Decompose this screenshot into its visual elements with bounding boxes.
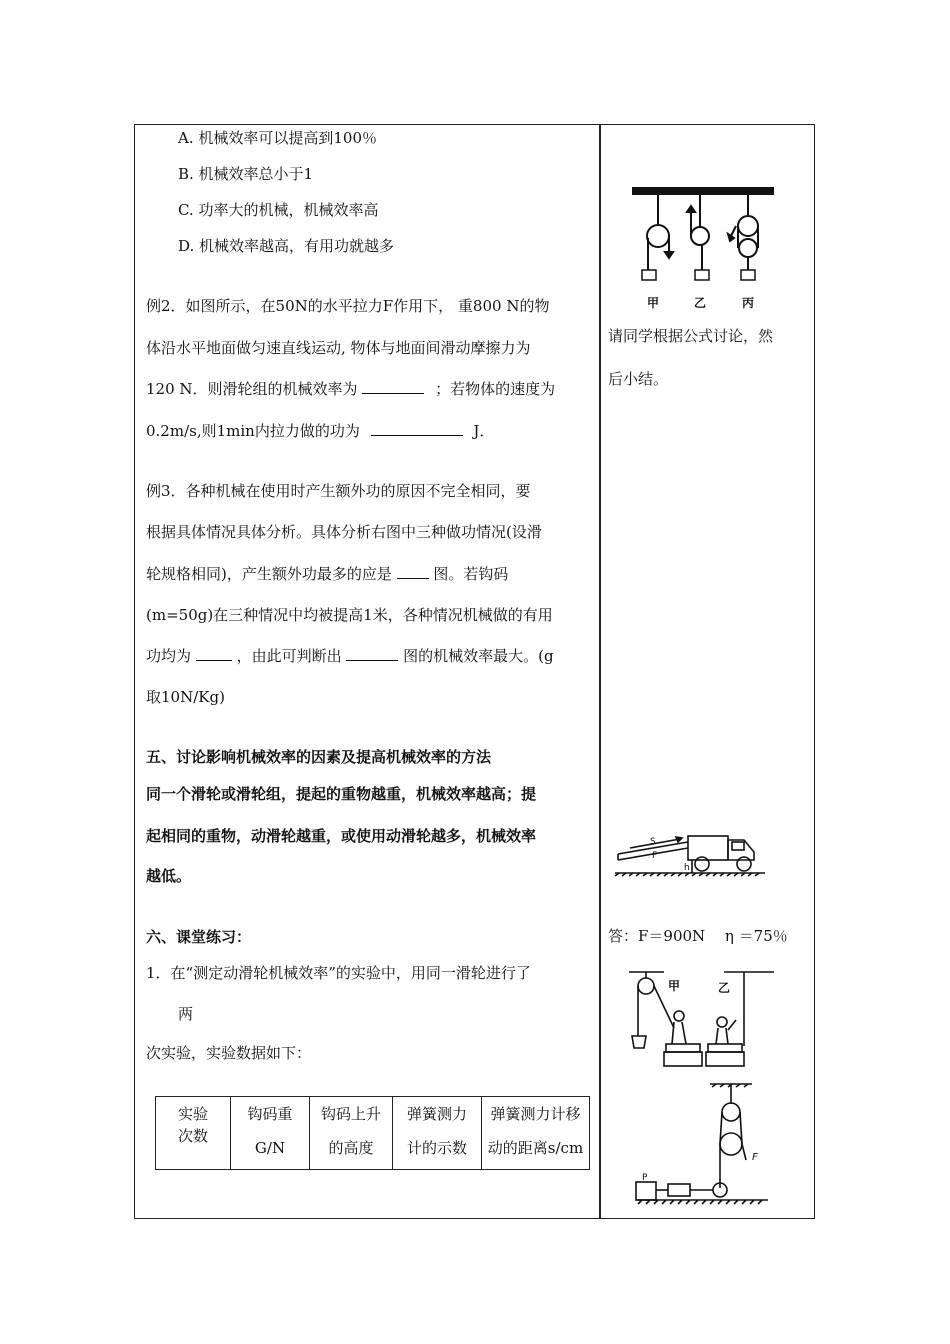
fig1-label-a: 甲 xyxy=(647,296,660,310)
ex3-line3-start: 轮规格相同)，产生额外功最多的应是 xyxy=(146,565,392,583)
header-cell: 钩码上升 的高度 xyxy=(310,1097,393,1170)
header-cell: 弹簧测力 计的示数 xyxy=(393,1097,482,1170)
section6-heading: 六、课堂练习： xyxy=(146,928,252,946)
fig3-label-a: 甲 xyxy=(668,979,681,993)
header-cell: 弹簧测力计移 动的距离s/cm xyxy=(482,1097,590,1170)
workers-pulley-figure xyxy=(624,966,784,1084)
answer-blank xyxy=(371,421,463,436)
truck-ramp-figure xyxy=(610,818,770,888)
ex3-line5-c: 图的机械效率最大。(g xyxy=(403,647,554,665)
answer-blank xyxy=(362,379,424,394)
fig4-label-p: P xyxy=(642,1173,648,1183)
truck-label-s: S xyxy=(650,837,656,847)
experiment-data-table xyxy=(155,1096,590,1170)
question1-line3: 次实验，实验数据如下： xyxy=(146,1044,312,1062)
question1-line1: 1．在“测定动滑轮机械效率”的实验中，用同一滑轮进行了 xyxy=(146,964,531,982)
fig3-label-b: 乙 xyxy=(718,981,731,995)
header-cell: 钩码重 G/N xyxy=(231,1097,310,1170)
fig1-label-b: 乙 xyxy=(694,296,707,310)
spring-scale-pulley-figure xyxy=(628,1082,778,1212)
ex3-line2: 根据具体情况具体分析。具体分析右图中三种做功情况(设滑 xyxy=(146,523,542,541)
answer-blank xyxy=(346,646,398,661)
option-a: A. 机械效率可以提高到100％ xyxy=(178,129,378,147)
option-b: B. 机械效率总小于1 xyxy=(178,165,314,183)
ex2-line2: 体沿水平地面做匀速直线运动, 物体与地面间滑动摩擦力为 xyxy=(146,339,531,357)
ex2-line3 xyxy=(146,379,555,399)
answer-blank xyxy=(196,646,232,661)
section5-para-line3: 越低。 xyxy=(146,867,192,885)
answer-blank xyxy=(397,564,429,579)
column-divider xyxy=(599,124,601,1219)
truck-label-h: h xyxy=(684,863,690,873)
ex2-line4-start: 0.2m/s,则1min内拉力做的功为 xyxy=(146,422,360,440)
ex2-line3-start: 120 N．则滑轮组的机械效率为 xyxy=(146,380,358,398)
question1-line2: 两 xyxy=(178,1005,194,1023)
section5-para-line1: 同一个滑轮或滑轮组，提起的重物越重，机械效率越高；提 xyxy=(146,785,537,803)
ex2-line4-end: J． xyxy=(473,422,495,440)
header-cell: 实验 次数 xyxy=(156,1097,231,1170)
ex3-line1: 例3．各种机械在使用时产生额外功的原因不完全相同，要 xyxy=(146,482,531,500)
answer-text: 答：F＝900N η ＝75％ xyxy=(608,927,788,945)
ex3-line5-a: 功均为 xyxy=(146,647,192,665)
ex2-line3-end: ；若物体的速度为 xyxy=(435,380,556,398)
side-note-line1: 请同学根据公式讨论，然 xyxy=(608,327,774,345)
side-note-line2: 后小结。 xyxy=(608,370,669,388)
ex3-line4: (m=50g)在三种情况中均被提高1米，各种情况机械做的有用 xyxy=(146,606,553,624)
pulley-figure-three xyxy=(628,186,778,311)
ex3-line3 xyxy=(146,564,508,584)
ex2-line1: 例2．如图所示，在50N的水平拉力F作用下， 重800 N的物 xyxy=(146,297,550,315)
truck-label-f: F xyxy=(652,851,658,861)
fig1-label-c: 丙 xyxy=(742,296,755,310)
section5-para-line2: 起相同的重物，动滑轮越重，或使用动滑轮越多，机械效率 xyxy=(146,827,537,845)
ex3-line3-end: 图。若钩码 xyxy=(433,565,509,583)
section5-heading: 五、讨论影响机械效率的因素及提高机械效率的方法 xyxy=(146,748,492,766)
table-header-row xyxy=(156,1097,590,1170)
ex2-line4 xyxy=(146,421,494,441)
ex3-line5-b: ，由此可判断出 xyxy=(236,647,342,665)
fig4-label-f: F xyxy=(752,1152,758,1163)
option-d: D. 机械效率越高，有用功就越多 xyxy=(178,237,395,255)
ex3-line5 xyxy=(146,646,554,666)
ex3-line6: 取10N/Kg) xyxy=(146,688,225,706)
option-c: C. 功率大的机械，机械效率高 xyxy=(178,201,379,219)
